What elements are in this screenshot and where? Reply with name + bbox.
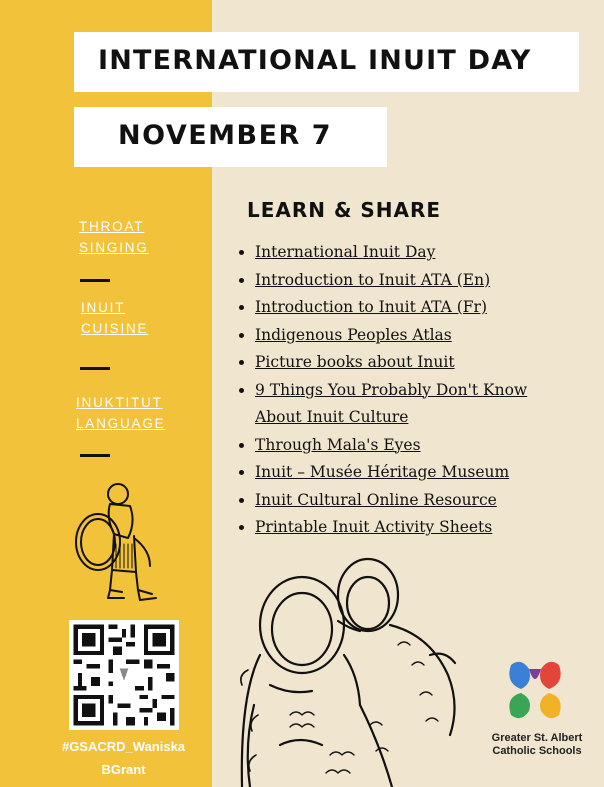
sidebar-link-inuktitut-language[interactable]: INUKTITUT LANGUAGE (76, 395, 166, 431)
list-item (237, 514, 575, 542)
list-item (237, 239, 575, 267)
list-item (237, 377, 575, 432)
sidebar-link-throat-singing[interactable]: THROAT SINGING (79, 219, 149, 255)
list-item (237, 294, 575, 322)
resource-link[interactable]: Picture books about Inuit (255, 353, 455, 371)
section-heading: LEARN & SHARE (247, 198, 442, 222)
sidebar-link-inuit-cuisine[interactable]: INUIT CUISINE (81, 300, 149, 336)
inuit-figures-illustration (230, 545, 470, 787)
resource-link[interactable]: 9 Things You Probably Don't Know About Inuit Culture (255, 380, 528, 426)
hashtag: #GSACRD_Waniska BGrant (61, 739, 186, 777)
qr-code[interactable] (69, 620, 179, 730)
resource-link[interactable]: International Inuit Day (255, 243, 436, 261)
list-item (237, 487, 575, 515)
resource-link[interactable]: Through Mala's Eyes (255, 435, 421, 454)
resource-link[interactable]: Inuit – Musée Héritage Museum (255, 463, 510, 481)
resource-link[interactable]: Introduction to Inuit ATA (Fr) (255, 298, 487, 316)
divider (80, 279, 110, 282)
resource-link[interactable]: Inuit Cultural Online Resource (255, 490, 497, 509)
list-item (237, 459, 575, 487)
resource-list (237, 239, 575, 542)
school-name: Greater St. Albert Catholic Schools (491, 732, 583, 757)
resource-link[interactable]: Indigenous Peoples Atlas (255, 325, 452, 344)
resource-link[interactable]: Introduction to Inuit ATA (En) (255, 270, 491, 289)
title-banner (74, 32, 579, 92)
event-date: NOVEMBER 7 (118, 120, 333, 151)
resource-link[interactable]: Printable Inuit Activity Sheets (255, 518, 493, 536)
list-item (237, 432, 575, 460)
drummer-illustration (70, 478, 170, 606)
list-item (237, 349, 575, 377)
school-logo (503, 655, 567, 727)
date-banner (74, 107, 387, 167)
page-title: INTERNATIONAL INUIT DAY (98, 45, 532, 76)
list-item (237, 322, 575, 350)
list-item (237, 267, 575, 295)
divider (80, 454, 110, 457)
divider (80, 367, 110, 370)
